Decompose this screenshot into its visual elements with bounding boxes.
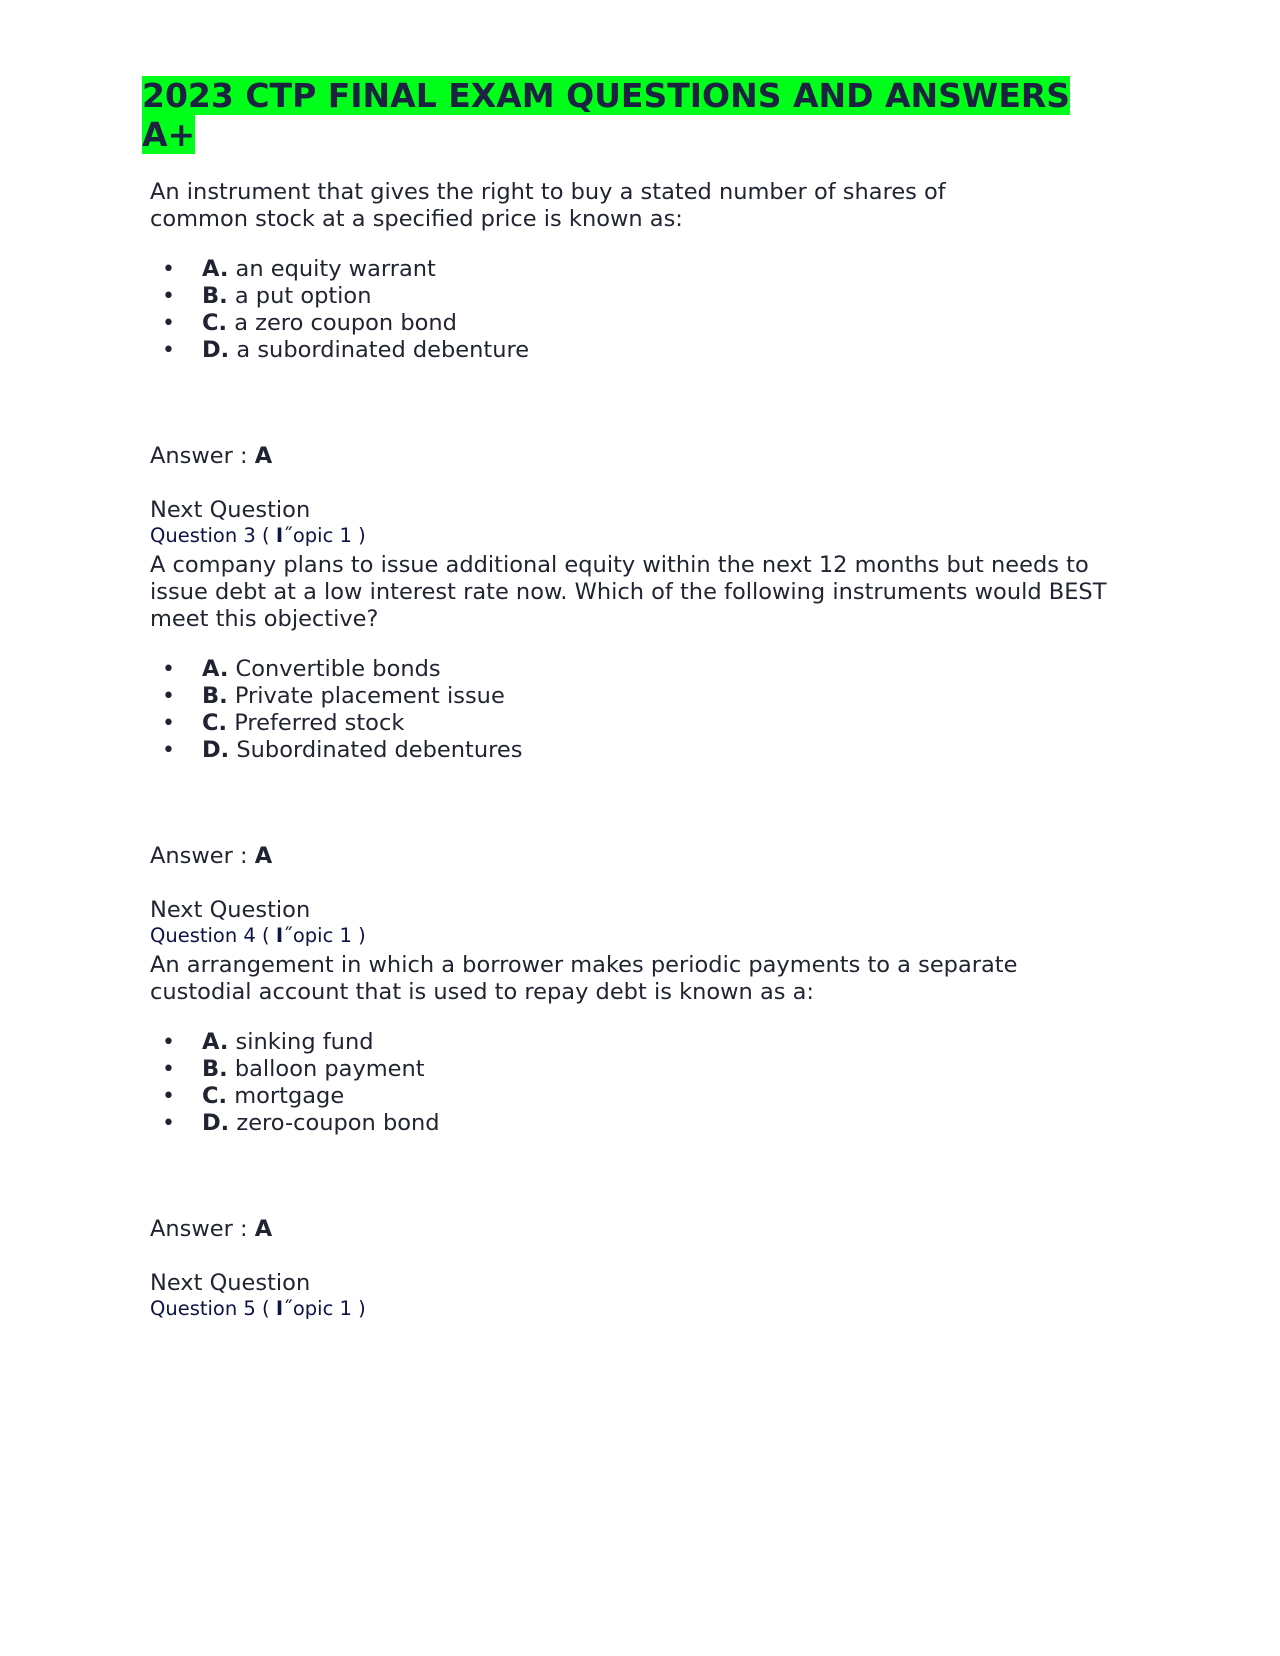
option-item xyxy=(150,1029,1130,1056)
option-text: Subordinated debentures xyxy=(236,737,523,763)
option-text: Convertible bonds xyxy=(235,656,441,682)
bullet-icon: • xyxy=(162,338,175,363)
option-letter: D. xyxy=(202,337,230,363)
option-letter: C. xyxy=(202,1083,228,1109)
option-text: sinking fund xyxy=(235,1029,374,1055)
question-header-suffix: ˝opic 1 ) xyxy=(283,1297,366,1320)
option-item xyxy=(150,656,1130,683)
option-text: a put option xyxy=(234,283,372,309)
option-list xyxy=(150,256,1130,364)
answer-value: A xyxy=(254,1216,273,1242)
option-item xyxy=(150,683,1130,710)
bullet-icon: • xyxy=(162,1030,175,1055)
option-text: zero-coupon bond xyxy=(236,1110,440,1136)
topic-glyph: I xyxy=(275,924,284,947)
question-header-suffix: ˝opic 1 ) xyxy=(283,524,366,547)
answer-value: A xyxy=(254,443,273,469)
option-letter: B. xyxy=(202,683,228,709)
question-block-3 xyxy=(150,952,1130,1321)
option-list xyxy=(150,1029,1130,1137)
bullet-icon: • xyxy=(162,738,175,763)
question-text: An instrument that gives the right to buy a stated number of shares of common stock at a specified price is known as: xyxy=(150,179,946,232)
option-item xyxy=(150,337,1130,364)
question-header-suffix: ˝opic 1 ) xyxy=(283,924,366,947)
bullet-icon: • xyxy=(162,1111,175,1136)
bullet-icon: • xyxy=(162,1057,175,1082)
topic-glyph: I xyxy=(275,1297,284,1320)
option-letter: A. xyxy=(202,256,229,282)
bullet-icon: • xyxy=(162,711,175,736)
next-question-label: Next Question xyxy=(150,897,311,923)
option-letter: D. xyxy=(202,1110,230,1136)
option-letter: B. xyxy=(202,1056,228,1082)
question-header xyxy=(150,1297,1130,1321)
option-item xyxy=(150,283,1130,310)
option-item xyxy=(150,310,1130,337)
option-letter: C. xyxy=(202,710,228,736)
page-title xyxy=(142,76,1102,154)
bullet-icon: • xyxy=(162,657,175,682)
answer-label: Answer : xyxy=(150,443,255,469)
option-text: an equity warrant xyxy=(235,256,436,282)
option-letter: A. xyxy=(202,1029,229,1055)
question-text: A company plans to issue additional equity within the next 12 months but needs to issue debt at a low interest rate now. Which of the following instruments would BEST meet this objective? xyxy=(150,552,1107,632)
answer-label: Answer : xyxy=(150,1216,255,1242)
option-item xyxy=(150,710,1130,737)
bullet-icon: • xyxy=(162,284,175,309)
option-item xyxy=(150,1083,1130,1110)
answer-value: A xyxy=(254,843,273,869)
option-letter: C. xyxy=(202,310,228,336)
option-letter: B. xyxy=(202,283,228,309)
option-item xyxy=(150,737,1130,764)
topic-glyph: I xyxy=(275,524,284,547)
bullet-icon: • xyxy=(162,257,175,282)
option-text: balloon payment xyxy=(234,1056,425,1082)
option-text: a zero coupon bond xyxy=(234,310,457,336)
answer-line xyxy=(150,843,1130,870)
question-text: An arrangement in which a borrower makes periodic payments to a separate custodial account that is used to repay debt is known as a: xyxy=(150,952,1018,1005)
answer-line xyxy=(150,1216,1130,1243)
option-item xyxy=(150,256,1130,283)
option-text: Preferred stock xyxy=(234,710,405,736)
bullet-icon: • xyxy=(162,684,175,709)
bullet-icon: • xyxy=(162,1084,175,1109)
answer-label: Answer : xyxy=(150,843,255,869)
next-question-label: Next Question xyxy=(150,497,311,523)
question-header-prefix: Question 5 ( xyxy=(150,1297,276,1320)
question-block-1 xyxy=(150,179,1130,548)
option-letter: A. xyxy=(202,656,229,682)
question-header xyxy=(150,924,1130,948)
answer-line xyxy=(150,443,1130,470)
question-header-prefix: Question 4 ( xyxy=(150,924,276,947)
option-list xyxy=(150,656,1130,764)
option-item xyxy=(150,1110,1130,1137)
option-text: Private placement issue xyxy=(234,683,505,709)
bullet-icon: • xyxy=(162,311,175,336)
question-block-2 xyxy=(150,552,1130,948)
option-text: a subordinated debenture xyxy=(236,337,530,363)
option-letter: D. xyxy=(202,737,230,763)
title-highlight: 2023 CTP FINAL EXAM QUESTIONS AND ANSWERS A+ xyxy=(142,76,1071,154)
question-header-prefix: Question 3 ( xyxy=(150,524,276,547)
option-item xyxy=(150,1056,1130,1083)
question-header xyxy=(150,524,1130,548)
option-text: mortgage xyxy=(234,1083,345,1109)
next-question-label: Next Question xyxy=(150,1270,311,1296)
